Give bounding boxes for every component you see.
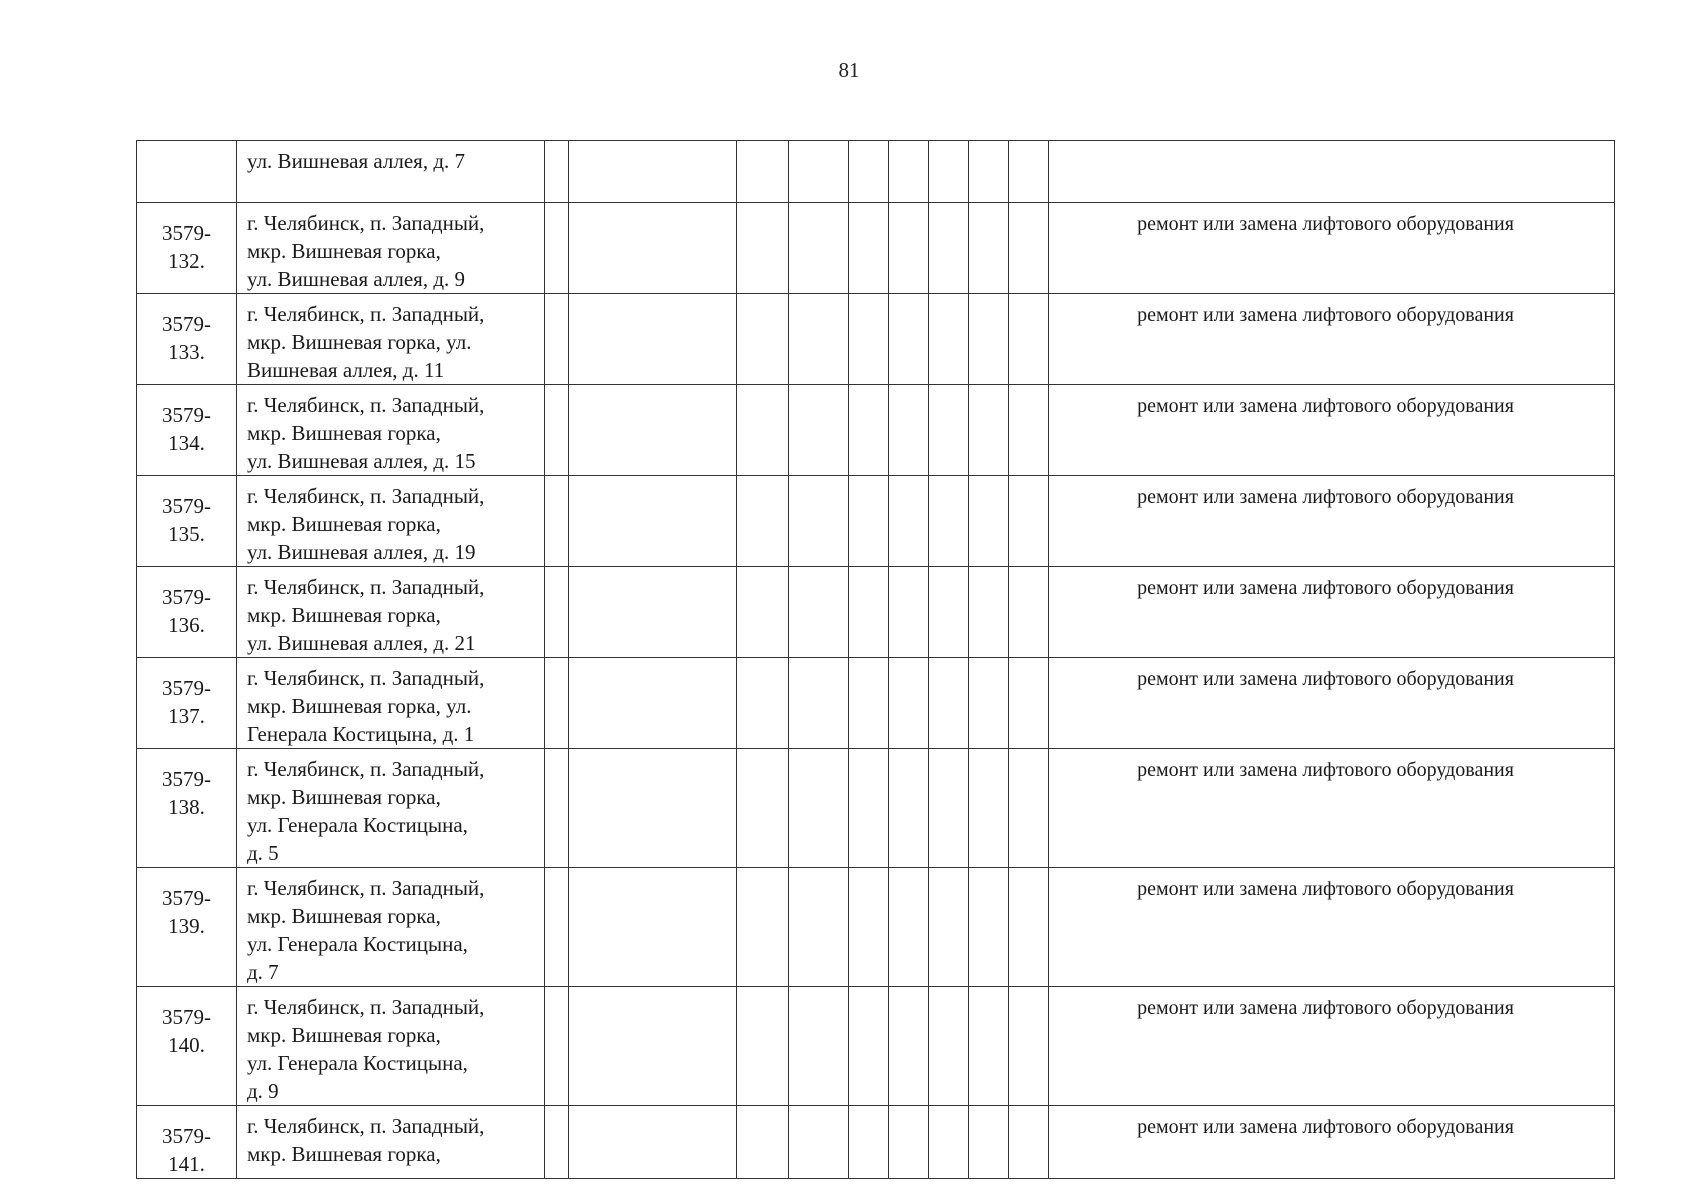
- row-address: г. Челябинск, п. Западный, мкр. Вишневая горка, ул. Вишневая аллея, д. 21: [237, 567, 545, 658]
- empty-cell: [545, 567, 569, 658]
- empty-cell: [929, 658, 969, 749]
- table-row: [137, 294, 1615, 385]
- empty-cell: [969, 749, 1009, 868]
- empty-cell: [929, 567, 969, 658]
- empty-cell: [969, 868, 1009, 987]
- empty-cell: [789, 868, 849, 987]
- empty-cell: [1009, 658, 1049, 749]
- empty-cell: [737, 294, 789, 385]
- empty-cell: [569, 476, 737, 567]
- row-address: г. Челябинск, п. Западный, мкр. Вишневая горка, ул. Вишневая аллея, д. 15: [237, 385, 545, 476]
- empty-cell: [569, 385, 737, 476]
- empty-cell: [1009, 987, 1049, 1106]
- page-number: 81: [838, 58, 860, 82]
- row-work-description: ремонт или замена лифтового оборудования: [1049, 987, 1615, 1106]
- empty-cell: [545, 1106, 569, 1179]
- empty-cell: [1009, 141, 1049, 203]
- empty-cell: [789, 749, 849, 868]
- empty-cell: [929, 1106, 969, 1179]
- empty-cell: [849, 141, 889, 203]
- empty-cell: [545, 476, 569, 567]
- table-body: [137, 141, 1615, 1179]
- row-work-description: ремонт или замена лифтового оборудования: [1049, 476, 1615, 567]
- empty-cell: [849, 567, 889, 658]
- row-address: г. Челябинск, п. Западный, мкр. Вишневая горка, ул. Вишневая аллея, д. 11: [237, 294, 545, 385]
- row-work-description: ремонт или замена лифтового оборудования: [1049, 203, 1615, 294]
- empty-cell: [889, 203, 929, 294]
- empty-cell: [737, 141, 789, 203]
- table-row: [137, 658, 1615, 749]
- empty-cell: [969, 294, 1009, 385]
- row-number: 3579- 138.: [137, 749, 237, 868]
- empty-cell: [929, 385, 969, 476]
- row-number: 3579- 137.: [137, 658, 237, 749]
- empty-cell: [789, 141, 849, 203]
- empty-cell: [789, 385, 849, 476]
- empty-cell: [737, 385, 789, 476]
- empty-cell: [969, 141, 1009, 203]
- empty-cell: [737, 987, 789, 1106]
- empty-cell: [969, 987, 1009, 1106]
- table-row: [137, 749, 1615, 868]
- empty-cell: [1009, 203, 1049, 294]
- empty-cell: [969, 658, 1009, 749]
- table-row: [137, 476, 1615, 567]
- empty-cell: [789, 658, 849, 749]
- table-row: [137, 141, 1615, 203]
- empty-cell: [929, 141, 969, 203]
- empty-cell: [1009, 868, 1049, 987]
- empty-cell: [889, 294, 929, 385]
- empty-cell: [1009, 385, 1049, 476]
- empty-cell: [789, 476, 849, 567]
- empty-cell: [1009, 749, 1049, 868]
- empty-cell: [889, 749, 929, 868]
- empty-cell: [969, 1106, 1009, 1179]
- row-address: ул. Вишневая аллея, д. 7: [237, 141, 545, 203]
- empty-cell: [889, 476, 929, 567]
- row-address: г. Челябинск, п. Западный, мкр. Вишневая горка, ул. Вишневая аллея, д. 19: [237, 476, 545, 567]
- empty-cell: [737, 476, 789, 567]
- empty-cell: [889, 567, 929, 658]
- empty-cell: [545, 868, 569, 987]
- empty-cell: [969, 476, 1009, 567]
- row-address: г. Челябинск, п. Западный, мкр. Вишневая горка, ул. Генерала Костицына, д. 5: [237, 749, 545, 868]
- empty-cell: [1009, 294, 1049, 385]
- row-work-description: [1049, 141, 1615, 203]
- empty-cell: [737, 749, 789, 868]
- empty-cell: [969, 567, 1009, 658]
- row-number: 3579- 132.: [137, 203, 237, 294]
- empty-cell: [737, 1106, 789, 1179]
- table-row: [137, 987, 1615, 1106]
- empty-cell: [789, 203, 849, 294]
- row-work-description: ремонт или замена лифтового оборудования: [1049, 1106, 1615, 1179]
- row-number: 3579- 134.: [137, 385, 237, 476]
- empty-cell: [889, 658, 929, 749]
- empty-cell: [569, 294, 737, 385]
- row-number: 3579- 139.: [137, 868, 237, 987]
- works-table: [136, 140, 1615, 1179]
- empty-cell: [569, 141, 737, 203]
- empty-cell: [789, 567, 849, 658]
- empty-cell: [929, 476, 969, 567]
- empty-cell: [789, 1106, 849, 1179]
- row-work-description: ремонт или замена лифтового оборудования: [1049, 385, 1615, 476]
- empty-cell: [929, 749, 969, 868]
- empty-cell: [849, 476, 889, 567]
- empty-cell: [789, 294, 849, 385]
- empty-cell: [929, 294, 969, 385]
- table-row: [137, 1106, 1615, 1179]
- row-address: г. Челябинск, п. Западный, мкр. Вишневая горка,: [237, 1106, 545, 1179]
- empty-cell: [569, 1106, 737, 1179]
- empty-cell: [849, 749, 889, 868]
- empty-cell: [929, 987, 969, 1106]
- row-address: г. Челябинск, п. Западный, мкр. Вишневая горка, ул. Генерала Костицына, д. 1: [237, 658, 545, 749]
- empty-cell: [545, 658, 569, 749]
- empty-cell: [569, 868, 737, 987]
- empty-cell: [889, 385, 929, 476]
- empty-cell: [545, 749, 569, 868]
- row-number: 3579- 133.: [137, 294, 237, 385]
- empty-cell: [969, 385, 1009, 476]
- empty-cell: [569, 658, 737, 749]
- row-number: 3579- 136.: [137, 567, 237, 658]
- table-row: [137, 567, 1615, 658]
- empty-cell: [737, 868, 789, 987]
- row-address: г. Челябинск, п. Западный, мкр. Вишневая горка, ул. Вишневая аллея, д. 9: [237, 203, 545, 294]
- empty-cell: [969, 203, 1009, 294]
- empty-cell: [889, 1106, 929, 1179]
- row-address: г. Челябинск, п. Западный, мкр. Вишневая горка, ул. Генерала Костицына, д. 9: [237, 987, 545, 1106]
- empty-cell: [849, 987, 889, 1106]
- empty-cell: [545, 203, 569, 294]
- row-address: г. Челябинск, п. Западный, мкр. Вишневая горка, ул. Генерала Костицына, д. 7: [237, 868, 545, 987]
- empty-cell: [1009, 1106, 1049, 1179]
- empty-cell: [545, 987, 569, 1106]
- empty-cell: [1009, 567, 1049, 658]
- row-work-description: ремонт или замена лифтового оборудования: [1049, 868, 1615, 987]
- empty-cell: [737, 658, 789, 749]
- row-number: 3579- 140.: [137, 987, 237, 1106]
- empty-cell: [849, 1106, 889, 1179]
- row-number: [137, 141, 237, 203]
- empty-cell: [929, 203, 969, 294]
- works-table-wrapper: [136, 140, 1614, 1179]
- table-row: [137, 385, 1615, 476]
- empty-cell: [889, 868, 929, 987]
- empty-cell: [545, 141, 569, 203]
- empty-cell: [545, 294, 569, 385]
- empty-cell: [889, 987, 929, 1106]
- empty-cell: [737, 567, 789, 658]
- empty-cell: [545, 385, 569, 476]
- empty-cell: [849, 294, 889, 385]
- empty-cell: [849, 385, 889, 476]
- empty-cell: [849, 203, 889, 294]
- empty-cell: [849, 868, 889, 987]
- row-number: 3579- 135.: [137, 476, 237, 567]
- row-work-description: ремонт или замена лифтового оборудования: [1049, 749, 1615, 868]
- empty-cell: [1009, 476, 1049, 567]
- empty-cell: [789, 987, 849, 1106]
- empty-cell: [569, 567, 737, 658]
- empty-cell: [849, 658, 889, 749]
- empty-cell: [569, 203, 737, 294]
- row-work-description: ремонт или замена лифтового оборудования: [1049, 294, 1615, 385]
- row-number: 3579- 141.: [137, 1106, 237, 1179]
- empty-cell: [737, 203, 789, 294]
- table-row: [137, 868, 1615, 987]
- row-work-description: ремонт или замена лифтового оборудования: [1049, 567, 1615, 658]
- row-work-description: ремонт или замена лифтового оборудования: [1049, 658, 1615, 749]
- table-row: [137, 203, 1615, 294]
- empty-cell: [889, 141, 929, 203]
- empty-cell: [569, 749, 737, 868]
- empty-cell: [569, 987, 737, 1106]
- empty-cell: [929, 868, 969, 987]
